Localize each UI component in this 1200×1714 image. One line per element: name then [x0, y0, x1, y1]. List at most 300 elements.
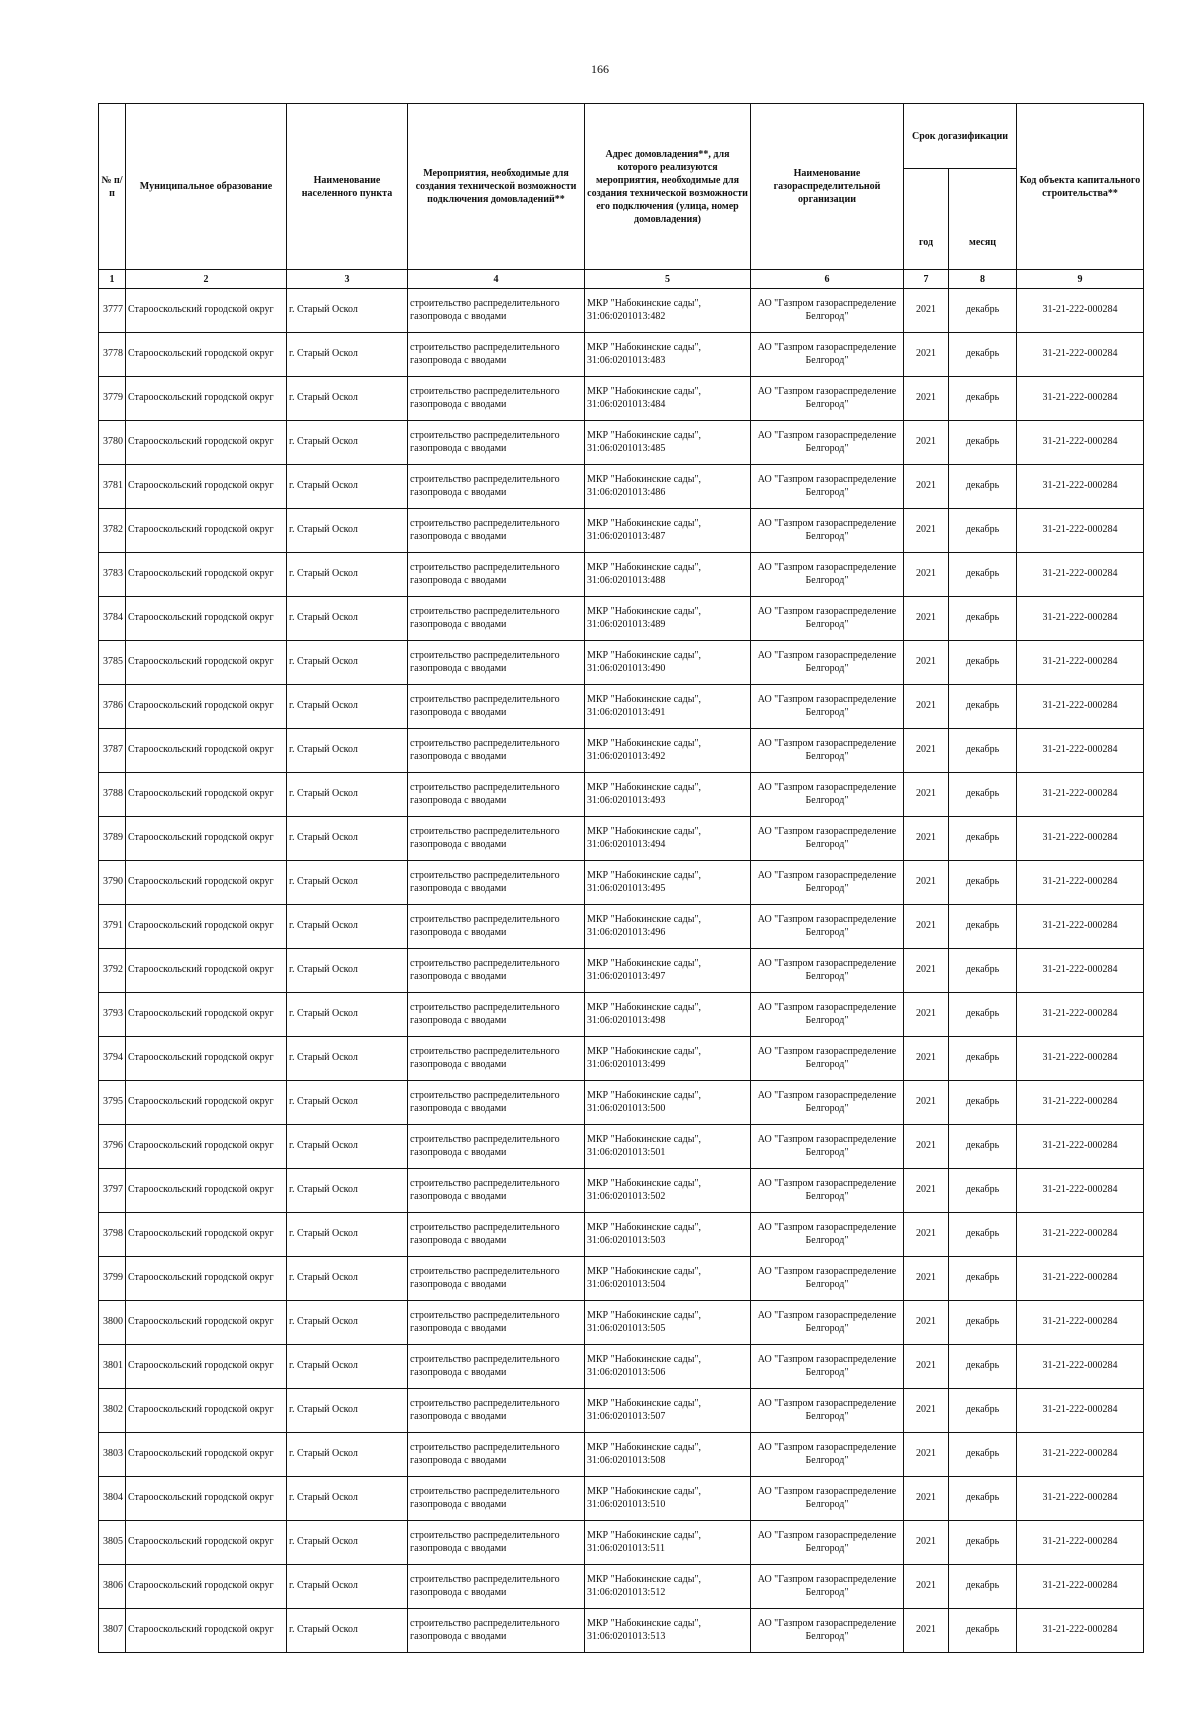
- row-number: 3794: [99, 1037, 126, 1081]
- month-cell: декабрь: [949, 949, 1017, 993]
- object-code-cell: 31-21-222-000284: [1017, 289, 1144, 333]
- activity-cell: строительство распределительного газопровода с вводами: [408, 993, 585, 1037]
- month-cell: декабрь: [949, 1521, 1017, 1565]
- address-cell: МКР "Набокинские сады", 31:06:0201013:493: [585, 773, 751, 817]
- municipality-cell: Старооскольский городской округ: [126, 1169, 287, 1213]
- column-number: 3: [287, 270, 408, 289]
- header-address: Адрес домовладения**, для которого реализуются мероприятия, необходимые для создания технической возможности его подключения (улица, номер домовладения): [585, 104, 751, 270]
- year-cell: 2021: [904, 377, 949, 421]
- column-number-row: [99, 270, 1144, 289]
- month-cell: декабрь: [949, 817, 1017, 861]
- table-row: [99, 377, 1144, 421]
- municipality-cell: Старооскольский городской округ: [126, 1081, 287, 1125]
- object-code-cell: 31-21-222-000284: [1017, 641, 1144, 685]
- address-cell: МКР "Набокинские сады", 31:06:0201013:486: [585, 465, 751, 509]
- organization-cell: АО "Газпром газораспределение Белгород": [751, 949, 904, 993]
- row-number: 3782: [99, 509, 126, 553]
- year-cell: 2021: [904, 685, 949, 729]
- activity-cell: строительство распределительного газопровода с вводами: [408, 729, 585, 773]
- table-row: [99, 817, 1144, 861]
- organization-cell: АО "Газпром газораспределение Белгород": [751, 465, 904, 509]
- header-organization: Наименование газораспределительной организации: [751, 104, 904, 270]
- table-row: [99, 421, 1144, 465]
- year-cell: 2021: [904, 641, 949, 685]
- activity-cell: строительство распределительного газопровода с вводами: [408, 509, 585, 553]
- organization-cell: АО "Газпром газораспределение Белгород": [751, 1037, 904, 1081]
- object-code-cell: 31-21-222-000284: [1017, 729, 1144, 773]
- settlement-cell: г. Старый Оскол: [287, 597, 408, 641]
- month-cell: декабрь: [949, 1257, 1017, 1301]
- row-number: 3807: [99, 1609, 126, 1653]
- municipality-cell: Старооскольский городской округ: [126, 949, 287, 993]
- year-cell: 2021: [904, 1345, 949, 1389]
- organization-cell: АО "Газпром газораспределение Белгород": [751, 1433, 904, 1477]
- address-cell: МКР "Набокинские сады", 31:06:0201013:485: [585, 421, 751, 465]
- municipality-cell: Старооскольский городской округ: [126, 1609, 287, 1653]
- month-cell: декабрь: [949, 861, 1017, 905]
- row-number: 3787: [99, 729, 126, 773]
- table-row: [99, 993, 1144, 1037]
- address-cell: МКР "Набокинские сады", 31:06:0201013:488: [585, 553, 751, 597]
- year-cell: 2021: [904, 1433, 949, 1477]
- table-row: [99, 1389, 1144, 1433]
- municipality-cell: Старооскольский городской округ: [126, 993, 287, 1037]
- organization-cell: АО "Газпром газораспределение Белгород": [751, 1345, 904, 1389]
- address-cell: МКР "Набокинские сады", 31:06:0201013:499: [585, 1037, 751, 1081]
- row-number: 3777: [99, 289, 126, 333]
- activity-cell: строительство распределительного газопровода с вводами: [408, 1037, 585, 1081]
- settlement-cell: г. Старый Оскол: [287, 685, 408, 729]
- municipality-cell: Старооскольский городской округ: [126, 729, 287, 773]
- activity-cell: строительство распределительного газопровода с вводами: [408, 1521, 585, 1565]
- settlement-cell: г. Старый Оскол: [287, 421, 408, 465]
- year-cell: 2021: [904, 1037, 949, 1081]
- year-cell: 2021: [904, 333, 949, 377]
- settlement-cell: г. Старый Оскол: [287, 861, 408, 905]
- year-cell: 2021: [904, 1301, 949, 1345]
- table-row: [99, 333, 1144, 377]
- organization-cell: АО "Газпром газораспределение Белгород": [751, 289, 904, 333]
- table-header: [99, 104, 1144, 289]
- row-number: 3805: [99, 1521, 126, 1565]
- registry-table: [98, 103, 1144, 1653]
- object-code-cell: 31-21-222-000284: [1017, 1257, 1144, 1301]
- object-code-cell: 31-21-222-000284: [1017, 597, 1144, 641]
- settlement-cell: г. Старый Оскол: [287, 905, 408, 949]
- activity-cell: строительство распределительного газопровода с вводами: [408, 685, 585, 729]
- object-code-cell: 31-21-222-000284: [1017, 1433, 1144, 1477]
- header-number: № п/п: [99, 104, 126, 270]
- address-cell: МКР "Набокинские сады", 31:06:0201013:504: [585, 1257, 751, 1301]
- organization-cell: АО "Газпром газораспределение Белгород": [751, 1213, 904, 1257]
- activity-cell: строительство распределительного газопровода с вводами: [408, 1477, 585, 1521]
- month-cell: декабрь: [949, 1301, 1017, 1345]
- row-number: 3796: [99, 1125, 126, 1169]
- month-cell: декабрь: [949, 641, 1017, 685]
- municipality-cell: Старооскольский городской округ: [126, 1037, 287, 1081]
- activity-cell: строительство распределительного газопровода с вводами: [408, 1301, 585, 1345]
- organization-cell: АО "Газпром газораспределение Белгород": [751, 597, 904, 641]
- object-code-cell: 31-21-222-000284: [1017, 1169, 1144, 1213]
- table-row: [99, 685, 1144, 729]
- settlement-cell: г. Старый Оскол: [287, 1213, 408, 1257]
- activity-cell: строительство распределительного газопровода с вводами: [408, 1433, 585, 1477]
- activity-cell: строительство распределительного газопровода с вводами: [408, 465, 585, 509]
- activity-cell: строительство распределительного газопровода с вводами: [408, 861, 585, 905]
- municipality-cell: Старооскольский городской округ: [126, 509, 287, 553]
- settlement-cell: г. Старый Оскол: [287, 377, 408, 421]
- year-cell: 2021: [904, 553, 949, 597]
- row-number: 3780: [99, 421, 126, 465]
- municipality-cell: Старооскольский городской округ: [126, 1565, 287, 1609]
- column-number: 5: [585, 270, 751, 289]
- settlement-cell: г. Старый Оскол: [287, 1037, 408, 1081]
- address-cell: МКР "Набокинские сады", 31:06:0201013:508: [585, 1433, 751, 1477]
- municipality-cell: Старооскольский городской округ: [126, 597, 287, 641]
- activity-cell: строительство распределительного газопровода с вводами: [408, 1609, 585, 1653]
- activity-cell: строительство распределительного газопровода с вводами: [408, 1257, 585, 1301]
- row-number: 3781: [99, 465, 126, 509]
- column-number: 2: [126, 270, 287, 289]
- table-row: [99, 1609, 1144, 1653]
- row-number: 3783: [99, 553, 126, 597]
- object-code-cell: 31-21-222-000284: [1017, 1609, 1144, 1653]
- row-number: 3802: [99, 1389, 126, 1433]
- row-number: 3793: [99, 993, 126, 1037]
- municipality-cell: Старооскольский городской округ: [126, 421, 287, 465]
- row-number: 3795: [99, 1081, 126, 1125]
- table-row: [99, 1521, 1144, 1565]
- month-cell: декабрь: [949, 1433, 1017, 1477]
- settlement-cell: г. Старый Оскол: [287, 949, 408, 993]
- year-cell: 2021: [904, 773, 949, 817]
- object-code-cell: 31-21-222-000284: [1017, 1477, 1144, 1521]
- organization-cell: АО "Газпром газораспределение Белгород": [751, 1301, 904, 1345]
- address-cell: МКР "Набокинские сады", 31:06:0201013:510: [585, 1477, 751, 1521]
- table-row: [99, 729, 1144, 773]
- header-settlement: Наименование населенного пункта: [287, 104, 408, 270]
- activity-cell: строительство распределительного газопровода с вводами: [408, 1081, 585, 1125]
- month-cell: декабрь: [949, 1037, 1017, 1081]
- month-cell: декабрь: [949, 1477, 1017, 1521]
- year-cell: 2021: [904, 1477, 949, 1521]
- object-code-cell: 31-21-222-000284: [1017, 1301, 1144, 1345]
- organization-cell: АО "Газпром газораспределение Белгород": [751, 641, 904, 685]
- table-row: [99, 1081, 1144, 1125]
- row-number: 3801: [99, 1345, 126, 1389]
- month-cell: декабрь: [949, 1565, 1017, 1609]
- settlement-cell: г. Старый Оскол: [287, 1565, 408, 1609]
- activity-cell: строительство распределительного газопровода с вводами: [408, 289, 585, 333]
- address-cell: МКР "Набокинские сады", 31:06:0201013:512: [585, 1565, 751, 1609]
- settlement-cell: г. Старый Оскол: [287, 773, 408, 817]
- year-cell: 2021: [904, 1125, 949, 1169]
- row-number: 3804: [99, 1477, 126, 1521]
- year-cell: 2021: [904, 1389, 949, 1433]
- address-cell: МКР "Набокинские сады", 31:06:0201013:497: [585, 949, 751, 993]
- settlement-cell: г. Старый Оскол: [287, 1169, 408, 1213]
- settlement-cell: г. Старый Оскол: [287, 1125, 408, 1169]
- activity-cell: строительство распределительного газопровода с вводами: [408, 773, 585, 817]
- municipality-cell: Старооскольский городской округ: [126, 1301, 287, 1345]
- row-number: 3778: [99, 333, 126, 377]
- year-cell: 2021: [904, 905, 949, 949]
- object-code-cell: 31-21-222-000284: [1017, 861, 1144, 905]
- table-row: [99, 1565, 1144, 1609]
- table-row: [99, 1257, 1144, 1301]
- month-cell: декабрь: [949, 1389, 1017, 1433]
- month-cell: декабрь: [949, 553, 1017, 597]
- settlement-cell: г. Старый Оскол: [287, 817, 408, 861]
- address-cell: МКР "Набокинские сады", 31:06:0201013:496: [585, 905, 751, 949]
- municipality-cell: Старооскольский городской округ: [126, 1477, 287, 1521]
- table-row: [99, 1433, 1144, 1477]
- year-cell: 2021: [904, 817, 949, 861]
- month-cell: декабрь: [949, 685, 1017, 729]
- row-number: 3786: [99, 685, 126, 729]
- municipality-cell: Старооскольский городской округ: [126, 641, 287, 685]
- activity-cell: строительство распределительного газопровода с вводами: [408, 905, 585, 949]
- year-cell: 2021: [904, 949, 949, 993]
- month-cell: декабрь: [949, 289, 1017, 333]
- settlement-cell: г. Старый Оскол: [287, 1389, 408, 1433]
- activity-cell: строительство распределительного газопровода с вводами: [408, 1389, 585, 1433]
- settlement-cell: г. Старый Оскол: [287, 465, 408, 509]
- organization-cell: АО "Газпром газораспределение Белгород": [751, 1389, 904, 1433]
- municipality-cell: Старооскольский городской округ: [126, 289, 287, 333]
- table-row: [99, 1169, 1144, 1213]
- year-cell: 2021: [904, 509, 949, 553]
- object-code-cell: 31-21-222-000284: [1017, 949, 1144, 993]
- activity-cell: строительство распределительного газопровода с вводами: [408, 1125, 585, 1169]
- municipality-cell: Старооскольский городской округ: [126, 1257, 287, 1301]
- month-cell: декабрь: [949, 773, 1017, 817]
- year-cell: 2021: [904, 465, 949, 509]
- table-row: [99, 861, 1144, 905]
- activity-cell: строительство распределительного газопровода с вводами: [408, 949, 585, 993]
- column-number: 6: [751, 270, 904, 289]
- table-row: [99, 1301, 1144, 1345]
- row-number: 3779: [99, 377, 126, 421]
- header-deadline: Срок догазификации: [904, 104, 1017, 169]
- municipality-cell: Старооскольский городской округ: [126, 553, 287, 597]
- organization-cell: АО "Газпром газораспределение Белгород": [751, 1257, 904, 1301]
- object-code-cell: 31-21-222-000284: [1017, 1081, 1144, 1125]
- settlement-cell: г. Старый Оскол: [287, 641, 408, 685]
- municipality-cell: Старооскольский городской округ: [126, 905, 287, 949]
- table-row: [99, 949, 1144, 993]
- settlement-cell: г. Старый Оскол: [287, 1477, 408, 1521]
- header-activities: Мероприятия, необходимые для создания технической возможности подключения домовладений**: [408, 104, 585, 270]
- table-body: [99, 289, 1144, 1653]
- municipality-cell: Старооскольский городской округ: [126, 817, 287, 861]
- month-cell: декабрь: [949, 377, 1017, 421]
- address-cell: МКР "Набокинские сады", 31:06:0201013:483: [585, 333, 751, 377]
- month-cell: декабрь: [949, 421, 1017, 465]
- settlement-cell: г. Старый Оскол: [287, 1345, 408, 1389]
- municipality-cell: Старооскольский городской округ: [126, 1213, 287, 1257]
- object-code-cell: 31-21-222-000284: [1017, 333, 1144, 377]
- organization-cell: АО "Газпром газораспределение Белгород": [751, 817, 904, 861]
- address-cell: МКР "Набокинские сады", 31:06:0201013:489: [585, 597, 751, 641]
- object-code-cell: 31-21-222-000284: [1017, 421, 1144, 465]
- organization-cell: АО "Газпром газораспределение Белгород": [751, 553, 904, 597]
- settlement-cell: г. Старый Оскол: [287, 1301, 408, 1345]
- object-code-cell: 31-21-222-000284: [1017, 1213, 1144, 1257]
- month-cell: декабрь: [949, 1345, 1017, 1389]
- organization-cell: АО "Газпром газораспределение Белгород": [751, 509, 904, 553]
- month-cell: декабрь: [949, 729, 1017, 773]
- organization-cell: АО "Газпром газораспределение Белгород": [751, 1521, 904, 1565]
- activity-cell: строительство распределительного газопровода с вводами: [408, 641, 585, 685]
- row-number: 3788: [99, 773, 126, 817]
- organization-cell: АО "Газпром газораспределение Белгород": [751, 685, 904, 729]
- municipality-cell: Старооскольский городской округ: [126, 1345, 287, 1389]
- month-cell: декабрь: [949, 905, 1017, 949]
- month-cell: декабрь: [949, 509, 1017, 553]
- month-cell: декабрь: [949, 1081, 1017, 1125]
- organization-cell: АО "Газпром газораспределение Белгород": [751, 905, 904, 949]
- municipality-cell: Старооскольский городской округ: [126, 377, 287, 421]
- header-object-code: Код объекта капитального строительства**: [1017, 104, 1144, 270]
- address-cell: МКР "Набокинские сады", 31:06:0201013:492: [585, 729, 751, 773]
- activity-cell: строительство распределительного газопровода с вводами: [408, 1213, 585, 1257]
- object-code-cell: 31-21-222-000284: [1017, 1389, 1144, 1433]
- organization-cell: АО "Газпром газораспределение Белгород": [751, 1169, 904, 1213]
- settlement-cell: г. Старый Оскол: [287, 1609, 408, 1653]
- address-cell: МКР "Набокинские сады", 31:06:0201013:490: [585, 641, 751, 685]
- object-code-cell: 31-21-222-000284: [1017, 1565, 1144, 1609]
- address-cell: МКР "Набокинские сады", 31:06:0201013:506: [585, 1345, 751, 1389]
- table-row: [99, 509, 1144, 553]
- month-cell: декабрь: [949, 1125, 1017, 1169]
- organization-cell: АО "Газпром газораспределение Белгород": [751, 861, 904, 905]
- row-number: 3789: [99, 817, 126, 861]
- organization-cell: АО "Газпром газораспределение Белгород": [751, 1477, 904, 1521]
- object-code-cell: 31-21-222-000284: [1017, 1345, 1144, 1389]
- year-cell: 2021: [904, 1213, 949, 1257]
- month-cell: декабрь: [949, 1609, 1017, 1653]
- object-code-cell: 31-21-222-000284: [1017, 553, 1144, 597]
- organization-cell: АО "Газпром газораспределение Белгород": [751, 729, 904, 773]
- year-cell: 2021: [904, 993, 949, 1037]
- activity-cell: строительство распределительного газопровода с вводами: [408, 1565, 585, 1609]
- municipality-cell: Старооскольский городской округ: [126, 1125, 287, 1169]
- year-cell: 2021: [904, 1257, 949, 1301]
- table-row: [99, 1345, 1144, 1389]
- object-code-cell: 31-21-222-000284: [1017, 817, 1144, 861]
- municipality-cell: Старооскольский городской округ: [126, 861, 287, 905]
- address-cell: МКР "Набокинские сады", 31:06:0201013:482: [585, 289, 751, 333]
- month-cell: декабрь: [949, 1213, 1017, 1257]
- page-number: 166: [591, 62, 609, 76]
- column-number: 1: [99, 270, 126, 289]
- address-cell: МКР "Набокинские сады", 31:06:0201013:494: [585, 817, 751, 861]
- table-row: [99, 465, 1144, 509]
- table-row: [99, 553, 1144, 597]
- table-row: [99, 905, 1144, 949]
- month-cell: декабрь: [949, 465, 1017, 509]
- address-cell: МКР "Набокинские сады", 31:06:0201013:507: [585, 1389, 751, 1433]
- address-cell: МКР "Набокинские сады", 31:06:0201013:511: [585, 1521, 751, 1565]
- row-number: 3803: [99, 1433, 126, 1477]
- address-cell: МКР "Набокинские сады", 31:06:0201013:505: [585, 1301, 751, 1345]
- object-code-cell: 31-21-222-000284: [1017, 465, 1144, 509]
- year-cell: 2021: [904, 1565, 949, 1609]
- organization-cell: АО "Газпром газораспределение Белгород": [751, 1609, 904, 1653]
- object-code-cell: 31-21-222-000284: [1017, 1125, 1144, 1169]
- column-number: 7: [904, 270, 949, 289]
- row-number: 3784: [99, 597, 126, 641]
- row-number: 3800: [99, 1301, 126, 1345]
- organization-cell: АО "Газпром газораспределение Белгород": [751, 993, 904, 1037]
- year-cell: 2021: [904, 1521, 949, 1565]
- year-cell: 2021: [904, 289, 949, 333]
- row-number: 3792: [99, 949, 126, 993]
- header-municipality: Муниципальное образование: [126, 104, 287, 270]
- activity-cell: строительство распределительного газопровода с вводами: [408, 1345, 585, 1389]
- year-cell: 2021: [904, 1169, 949, 1213]
- activity-cell: строительство распределительного газопровода с вводами: [408, 377, 585, 421]
- row-number: 3806: [99, 1565, 126, 1609]
- settlement-cell: г. Старый Оскол: [287, 729, 408, 773]
- settlement-cell: г. Старый Оскол: [287, 333, 408, 377]
- table-row: [99, 597, 1144, 641]
- organization-cell: АО "Газпром газораспределение Белгород": [751, 421, 904, 465]
- address-cell: МКР "Набокинские сады", 31:06:0201013:502: [585, 1169, 751, 1213]
- address-cell: МКР "Набокинские сады", 31:06:0201013:487: [585, 509, 751, 553]
- municipality-cell: Старооскольский городской округ: [126, 1389, 287, 1433]
- row-number: 3785: [99, 641, 126, 685]
- year-cell: 2021: [904, 729, 949, 773]
- address-cell: МКР "Набокинские сады", 31:06:0201013:501: [585, 1125, 751, 1169]
- municipality-cell: Старооскольский городской округ: [126, 1433, 287, 1477]
- table-row: [99, 641, 1144, 685]
- activity-cell: строительство распределительного газопровода с вводами: [408, 597, 585, 641]
- column-number: 9: [1017, 270, 1144, 289]
- header-month: месяц: [949, 169, 1017, 270]
- table-row: [99, 289, 1144, 333]
- settlement-cell: г. Старый Оскол: [287, 1521, 408, 1565]
- address-cell: МКР "Набокинские сады", 31:06:0201013:495: [585, 861, 751, 905]
- year-cell: 2021: [904, 597, 949, 641]
- organization-cell: АО "Газпром газораспределение Белгород": [751, 773, 904, 817]
- object-code-cell: 31-21-222-000284: [1017, 377, 1144, 421]
- activity-cell: строительство распределительного газопровода с вводами: [408, 553, 585, 597]
- row-number: 3799: [99, 1257, 126, 1301]
- municipality-cell: Старооскольский городской округ: [126, 1521, 287, 1565]
- municipality-cell: Старооскольский городской округ: [126, 773, 287, 817]
- organization-cell: АО "Газпром газораспределение Белгород": [751, 1565, 904, 1609]
- month-cell: декабрь: [949, 333, 1017, 377]
- organization-cell: АО "Газпром газораспределение Белгород": [751, 1081, 904, 1125]
- year-cell: 2021: [904, 1081, 949, 1125]
- settlement-cell: г. Старый Оскол: [287, 553, 408, 597]
- organization-cell: АО "Газпром газораспределение Белгород": [751, 333, 904, 377]
- address-cell: МКР "Набокинские сады", 31:06:0201013:500: [585, 1081, 751, 1125]
- row-number: 3798: [99, 1213, 126, 1257]
- header-year: год: [904, 169, 949, 270]
- month-cell: декабрь: [949, 597, 1017, 641]
- municipality-cell: Старооскольский городской округ: [126, 465, 287, 509]
- organization-cell: АО "Газпром газораспределение Белгород": [751, 1125, 904, 1169]
- settlement-cell: г. Старый Оскол: [287, 1257, 408, 1301]
- month-cell: декабрь: [949, 993, 1017, 1037]
- object-code-cell: 31-21-222-000284: [1017, 993, 1144, 1037]
- address-cell: МКР "Набокинские сады", 31:06:0201013:484: [585, 377, 751, 421]
- table-row: [99, 1477, 1144, 1521]
- table-row: [99, 1125, 1144, 1169]
